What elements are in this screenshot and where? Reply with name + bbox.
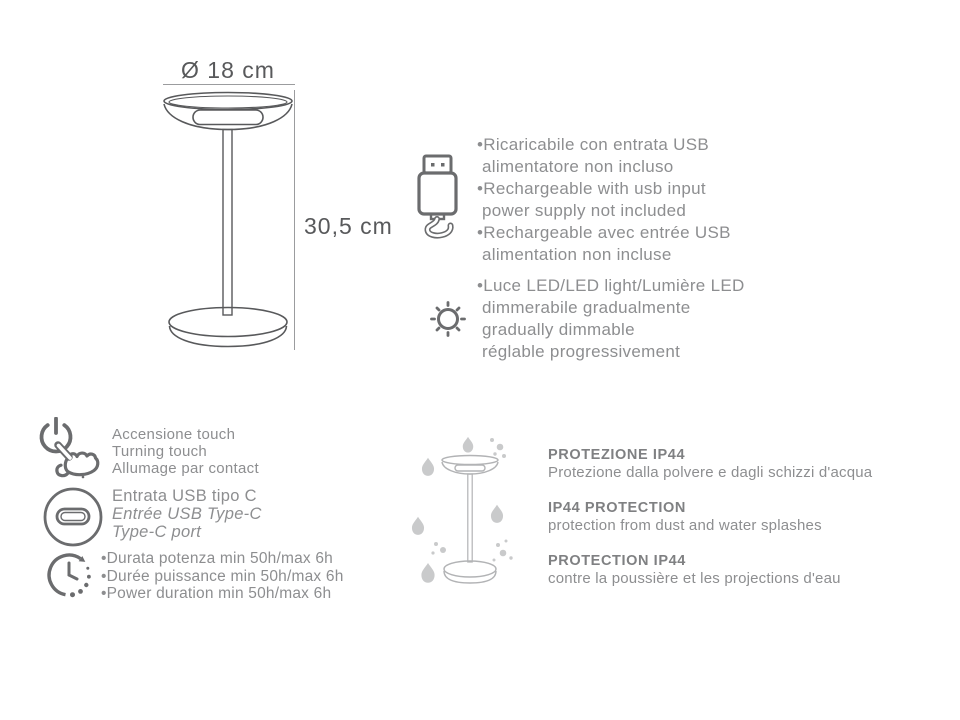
ip44-notes <box>548 446 872 605</box>
feature-line: gradually dimmable <box>477 320 635 339</box>
feature-line: Turning touch <box>112 443 208 460</box>
feature-line: •Ricaricabile con entrata USB <box>477 135 709 154</box>
lamp-technical-drawing <box>158 90 298 356</box>
ip44-title: PROTEZIONE IP44 <box>548 447 686 463</box>
feature-line: •Rechargeable with usb input <box>477 179 706 198</box>
feature-line: réglable progressivement <box>477 342 681 361</box>
diameter-label: Ø 18 cm <box>181 57 275 83</box>
lamp-base-top <box>169 308 287 337</box>
usb-charging-notes <box>477 134 731 266</box>
feature-line: •Durée puissance min 50h/max 6h <box>101 567 344 585</box>
duration-notes <box>101 550 344 603</box>
ip44-title: PROTECTION IP44 <box>548 553 686 569</box>
feature-line: alimentatore non incluso <box>477 157 674 176</box>
feature-line: Entrata USB tipo C <box>112 487 257 505</box>
ip44-group <box>548 499 872 535</box>
lamp-diffuser <box>193 110 263 125</box>
feature-line: •Power duration min 50h/max 6h <box>101 585 332 602</box>
lamp-stem <box>223 130 232 316</box>
touch-notes <box>112 426 259 477</box>
feature-line: power supply not included <box>477 201 687 220</box>
clock-icon <box>44 549 98 603</box>
small-lamp-drawing <box>442 456 498 584</box>
ip44-body: Protezione dalla polvere e dagli schizzi d'acqua <box>548 464 873 481</box>
feature-line: •Durata potenza min 50h/max 6h <box>101 550 333 567</box>
ip44-title: IP44 PROTECTION <box>548 500 686 516</box>
touch-power-icon <box>36 417 108 491</box>
dimmable-notes <box>477 275 745 363</box>
feature-line: dimmerabile gradualmente <box>477 298 691 317</box>
lamp-water-splash-illustration <box>400 420 540 600</box>
ip44-group <box>548 552 872 588</box>
feature-line: Type-C port <box>112 523 202 541</box>
usb-plug-icon <box>414 153 462 245</box>
lamp-head-inner-rim <box>169 96 287 108</box>
ip44-group <box>548 446 872 482</box>
feature-line: •Rechargeable avec entrée USB <box>477 223 731 242</box>
feature-line: •Luce LED/LED light/Lumière LED <box>477 276 745 295</box>
brightness-sun-icon <box>426 296 470 340</box>
feature-line: Accensione touch <box>112 426 236 443</box>
usb-c-port-icon <box>42 487 104 549</box>
feature-line: Entrée USB Type-C <box>112 505 262 523</box>
feature-line: Allumage par contact <box>112 460 259 477</box>
ip44-body: contre la poussière et les projections d'eau <box>548 570 841 587</box>
ip44-body: protection from dust and water splashes <box>548 517 822 534</box>
feature-line: alimentation non incluse <box>477 245 672 264</box>
diameter-dimension-line <box>163 84 295 85</box>
height-label: 30,5 cm <box>304 213 393 239</box>
usbc-notes <box>112 487 262 541</box>
lamp-head-rim <box>164 93 292 110</box>
